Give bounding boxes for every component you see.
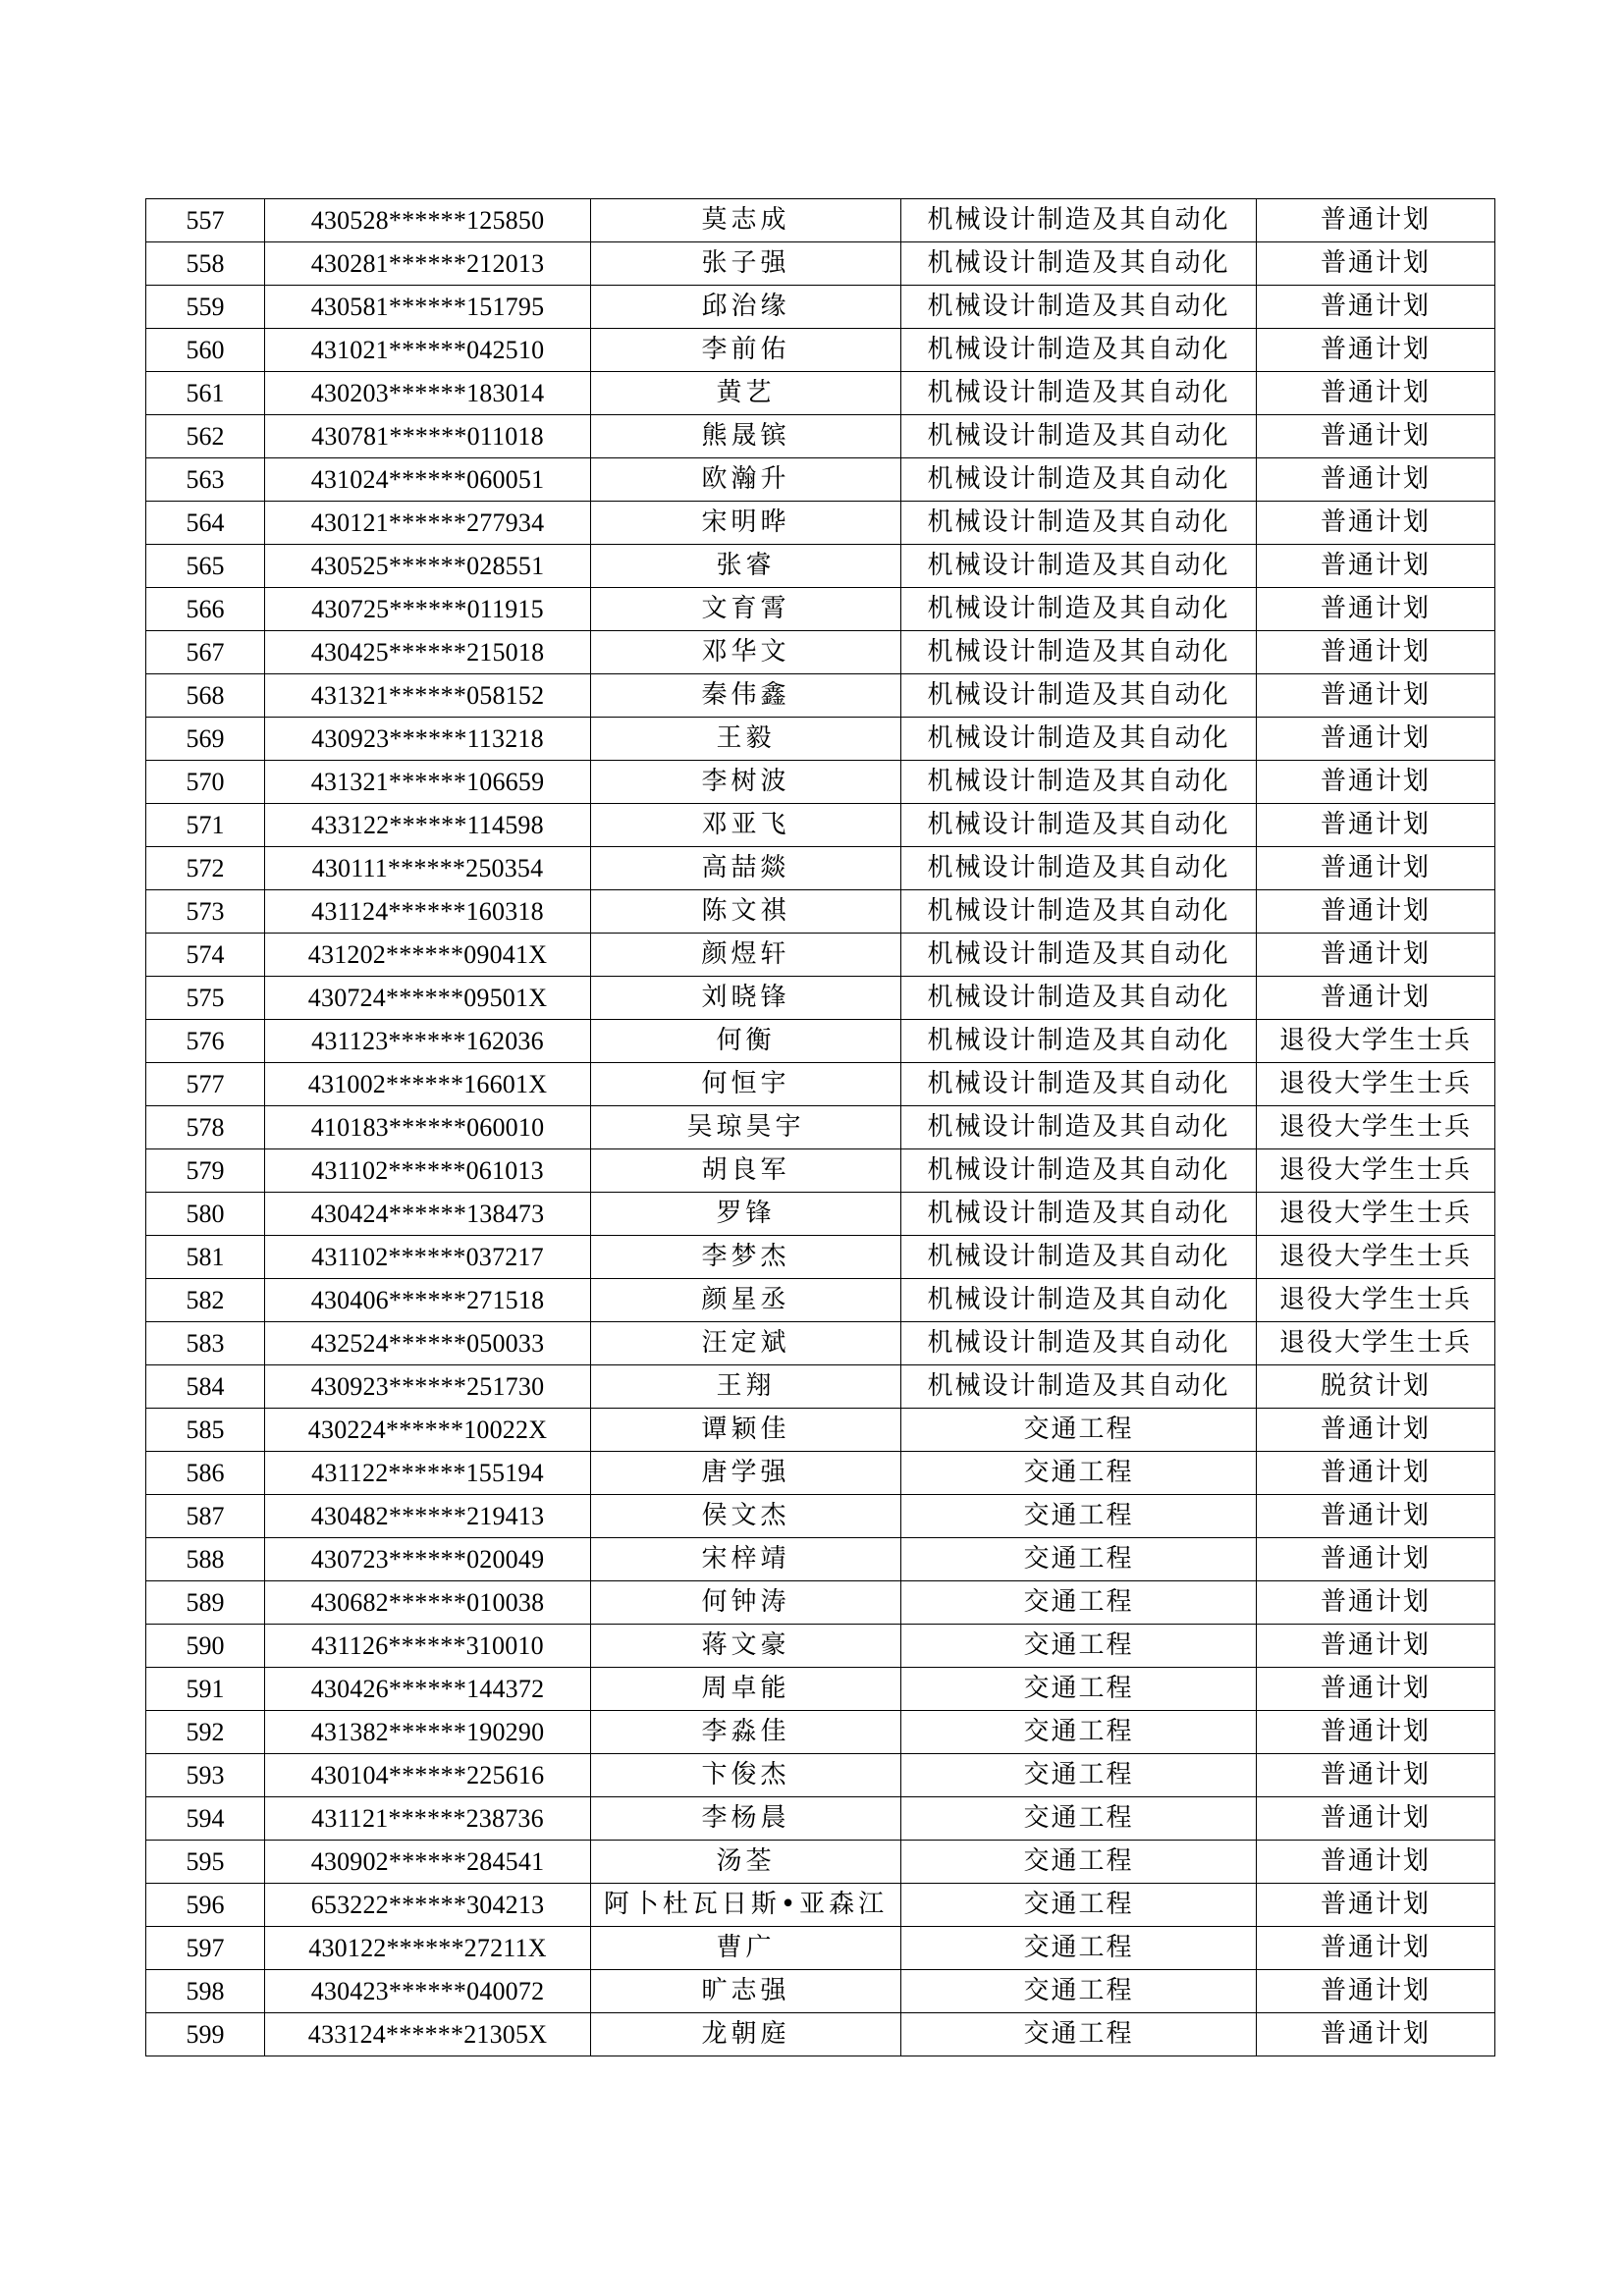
table-row <box>146 1020 1495 1063</box>
id-number-cell: 431382******190290 <box>265 1711 591 1754</box>
seq-number-cell: 599 <box>146 2013 265 2056</box>
major-cell: 机械设计制造及其自动化 <box>901 199 1257 242</box>
student-name-cell: 吴琼昊宇 <box>591 1106 901 1149</box>
id-number-cell: 430581******151795 <box>265 286 591 329</box>
major-cell: 机械设计制造及其自动化 <box>901 329 1257 372</box>
major-cell: 机械设计制造及其自动化 <box>901 1063 1257 1106</box>
table-row <box>146 286 1495 329</box>
seq-number-cell: 583 <box>146 1322 265 1365</box>
major-cell: 机械设计制造及其自动化 <box>901 890 1257 934</box>
table-row <box>146 847 1495 890</box>
table-row <box>146 1193 1495 1236</box>
table-row <box>146 588 1495 631</box>
seq-number-cell: 596 <box>146 1884 265 1927</box>
admission-plan-cell: 退役大学生士兵 <box>1257 1322 1495 1365</box>
id-number-cell: 432524******050033 <box>265 1322 591 1365</box>
id-number-cell: 431002******16601X <box>265 1063 591 1106</box>
student-name-cell: 秦伟鑫 <box>591 674 901 718</box>
student-name-cell: 熊晟镔 <box>591 415 901 458</box>
admission-plan-cell: 退役大学生士兵 <box>1257 1020 1495 1063</box>
id-number-cell: 430725******011915 <box>265 588 591 631</box>
id-number-cell: 431202******09041X <box>265 934 591 977</box>
table-row <box>146 1495 1495 1538</box>
admission-plan-cell: 普通计划 <box>1257 1625 1495 1668</box>
id-number-cell: 430923******113218 <box>265 718 591 761</box>
seq-number-cell: 561 <box>146 372 265 415</box>
table-row <box>146 890 1495 934</box>
seq-number-cell: 594 <box>146 1797 265 1841</box>
table-row <box>146 1668 1495 1711</box>
student-name-cell: 文育霄 <box>591 588 901 631</box>
admission-plan-cell: 退役大学生士兵 <box>1257 1193 1495 1236</box>
student-name-cell: 陈文祺 <box>591 890 901 934</box>
student-name-cell: 罗锋 <box>591 1193 901 1236</box>
id-number-cell: 430104******225616 <box>265 1754 591 1797</box>
seq-number-cell: 586 <box>146 1452 265 1495</box>
table-row <box>146 458 1495 502</box>
seq-number-cell: 588 <box>146 1538 265 1581</box>
table-row <box>146 1236 1495 1279</box>
id-number-cell: 431124******160318 <box>265 890 591 934</box>
major-cell: 交通工程 <box>901 1538 1257 1581</box>
id-number-cell: 431121******238736 <box>265 1797 591 1841</box>
major-cell: 机械设计制造及其自动化 <box>901 977 1257 1020</box>
admission-plan-cell: 退役大学生士兵 <box>1257 1149 1495 1193</box>
table-row <box>146 502 1495 545</box>
student-name-cell: 何钟涛 <box>591 1581 901 1625</box>
table-row <box>146 372 1495 415</box>
table-row <box>146 242 1495 286</box>
seq-number-cell: 575 <box>146 977 265 1020</box>
admission-plan-cell: 普通计划 <box>1257 631 1495 674</box>
major-cell: 交通工程 <box>901 1452 1257 1495</box>
seq-number-cell: 576 <box>146 1020 265 1063</box>
major-cell: 机械设计制造及其自动化 <box>901 502 1257 545</box>
seq-number-cell: 566 <box>146 588 265 631</box>
id-number-cell: 431321******106659 <box>265 761 591 804</box>
admission-plan-cell: 普通计划 <box>1257 977 1495 1020</box>
table-row <box>146 934 1495 977</box>
table-row <box>146 1927 1495 1970</box>
id-number-cell: 431123******162036 <box>265 1020 591 1063</box>
id-number-cell: 431122******155194 <box>265 1452 591 1495</box>
table-row <box>146 1625 1495 1668</box>
major-cell: 交通工程 <box>901 1884 1257 1927</box>
table-row <box>146 1279 1495 1322</box>
seq-number-cell: 593 <box>146 1754 265 1797</box>
roster-body <box>146 199 1495 2056</box>
table-row <box>146 199 1495 242</box>
admission-plan-cell: 普通计划 <box>1257 242 1495 286</box>
id-number-cell: 430224******10022X <box>265 1409 591 1452</box>
student-name-cell: 邓亚飞 <box>591 804 901 847</box>
admission-plan-cell: 普通计划 <box>1257 502 1495 545</box>
major-cell: 交通工程 <box>901 1581 1257 1625</box>
admission-plan-cell: 普通计划 <box>1257 1668 1495 1711</box>
table-row <box>146 1106 1495 1149</box>
major-cell: 机械设计制造及其自动化 <box>901 761 1257 804</box>
admission-roster-table <box>145 198 1495 2056</box>
admission-plan-cell: 普通计划 <box>1257 1409 1495 1452</box>
admission-plan-cell: 普通计划 <box>1257 1452 1495 1495</box>
major-cell: 机械设计制造及其自动化 <box>901 718 1257 761</box>
table-row <box>146 1063 1495 1106</box>
student-name-cell: 邱治缘 <box>591 286 901 329</box>
seq-number-cell: 582 <box>146 1279 265 1322</box>
table-row <box>146 1970 1495 2013</box>
table-row <box>146 1322 1495 1365</box>
table-row <box>146 1409 1495 1452</box>
admission-plan-cell: 普通计划 <box>1257 718 1495 761</box>
student-name-cell: 曹广 <box>591 1927 901 1970</box>
seq-number-cell: 568 <box>146 674 265 718</box>
admission-plan-cell: 普通计划 <box>1257 1927 1495 1970</box>
seq-number-cell: 572 <box>146 847 265 890</box>
major-cell: 交通工程 <box>901 1797 1257 1841</box>
admission-plan-cell: 普通计划 <box>1257 1581 1495 1625</box>
major-cell: 机械设计制造及其自动化 <box>901 415 1257 458</box>
admission-plan-cell: 普通计划 <box>1257 1495 1495 1538</box>
seq-number-cell: 571 <box>146 804 265 847</box>
admission-plan-cell: 普通计划 <box>1257 1797 1495 1841</box>
admission-plan-cell: 普通计划 <box>1257 458 1495 502</box>
major-cell: 机械设计制造及其自动化 <box>901 588 1257 631</box>
major-cell: 机械设计制造及其自动化 <box>901 631 1257 674</box>
student-name-cell: 宋梓靖 <box>591 1538 901 1581</box>
student-name-cell: 阿卜杜瓦日斯•亚森江 <box>591 1884 901 1927</box>
id-number-cell: 430425******215018 <box>265 631 591 674</box>
major-cell: 机械设计制造及其自动化 <box>901 804 1257 847</box>
admission-plan-cell: 普通计划 <box>1257 1841 1495 1884</box>
table-row <box>146 804 1495 847</box>
table-row <box>146 329 1495 372</box>
major-cell: 机械设计制造及其自动化 <box>901 847 1257 890</box>
seq-number-cell: 590 <box>146 1625 265 1668</box>
major-cell: 交通工程 <box>901 1711 1257 1754</box>
id-number-cell: 431102******061013 <box>265 1149 591 1193</box>
student-name-cell: 李淼佳 <box>591 1711 901 1754</box>
admission-plan-cell: 普通计划 <box>1257 1754 1495 1797</box>
table-row <box>146 1149 1495 1193</box>
seq-number-cell: 565 <box>146 545 265 588</box>
student-name-cell: 李梦杰 <box>591 1236 901 1279</box>
seq-number-cell: 591 <box>146 1668 265 1711</box>
seq-number-cell: 592 <box>146 1711 265 1754</box>
table-row <box>146 761 1495 804</box>
id-number-cell: 430902******284541 <box>265 1841 591 1884</box>
major-cell: 交通工程 <box>901 2013 1257 2056</box>
student-name-cell: 卞俊杰 <box>591 1754 901 1797</box>
seq-number-cell: 563 <box>146 458 265 502</box>
id-number-cell: 431021******042510 <box>265 329 591 372</box>
seq-number-cell: 577 <box>146 1063 265 1106</box>
seq-number-cell: 562 <box>146 415 265 458</box>
admission-plan-cell: 普通计划 <box>1257 761 1495 804</box>
table-row <box>146 1365 1495 1409</box>
student-name-cell: 黄艺 <box>591 372 901 415</box>
seq-number-cell: 579 <box>146 1149 265 1193</box>
major-cell: 机械设计制造及其自动化 <box>901 1106 1257 1149</box>
seq-number-cell: 580 <box>146 1193 265 1236</box>
seq-number-cell: 558 <box>146 242 265 286</box>
student-name-cell: 何衡 <box>591 1020 901 1063</box>
major-cell: 机械设计制造及其自动化 <box>901 1149 1257 1193</box>
id-number-cell: 653222******304213 <box>265 1884 591 1927</box>
seq-number-cell: 598 <box>146 1970 265 2013</box>
major-cell: 机械设计制造及其自动化 <box>901 674 1257 718</box>
major-cell: 交通工程 <box>901 1495 1257 1538</box>
major-cell: 机械设计制造及其自动化 <box>901 1193 1257 1236</box>
seq-number-cell: 574 <box>146 934 265 977</box>
student-name-cell: 张睿 <box>591 545 901 588</box>
student-name-cell: 李树波 <box>591 761 901 804</box>
seq-number-cell: 587 <box>146 1495 265 1538</box>
student-name-cell: 王翔 <box>591 1365 901 1409</box>
major-cell: 机械设计制造及其自动化 <box>901 1236 1257 1279</box>
id-number-cell: 431321******058152 <box>265 674 591 718</box>
seq-number-cell: 573 <box>146 890 265 934</box>
id-number-cell: 430682******010038 <box>265 1581 591 1625</box>
id-number-cell: 430923******251730 <box>265 1365 591 1409</box>
seq-number-cell: 578 <box>146 1106 265 1149</box>
id-number-cell: 430482******219413 <box>265 1495 591 1538</box>
major-cell: 机械设计制造及其自动化 <box>901 934 1257 977</box>
major-cell: 交通工程 <box>901 1927 1257 1970</box>
student-name-cell: 颜星丞 <box>591 1279 901 1322</box>
id-number-cell: 430121******277934 <box>265 502 591 545</box>
id-number-cell: 430406******271518 <box>265 1279 591 1322</box>
id-number-cell: 431126******310010 <box>265 1625 591 1668</box>
id-number-cell: 430423******040072 <box>265 1970 591 2013</box>
major-cell: 交通工程 <box>901 1970 1257 2013</box>
seq-number-cell: 589 <box>146 1581 265 1625</box>
student-name-cell: 莫志成 <box>591 199 901 242</box>
id-number-cell: 430724******09501X <box>265 977 591 1020</box>
admission-plan-cell: 普通计划 <box>1257 804 1495 847</box>
admission-plan-cell: 普通计划 <box>1257 415 1495 458</box>
major-cell: 交通工程 <box>901 1754 1257 1797</box>
seq-number-cell: 564 <box>146 502 265 545</box>
student-name-cell: 汪定斌 <box>591 1322 901 1365</box>
id-number-cell: 430111******250354 <box>265 847 591 890</box>
id-number-cell: 430781******011018 <box>265 415 591 458</box>
table-row <box>146 1797 1495 1841</box>
table-row <box>146 1711 1495 1754</box>
admission-plan-cell: 退役大学生士兵 <box>1257 1063 1495 1106</box>
student-name-cell: 邓华文 <box>591 631 901 674</box>
admission-plan-cell: 退役大学生士兵 <box>1257 1279 1495 1322</box>
seq-number-cell: 597 <box>146 1927 265 1970</box>
admission-plan-cell: 普通计划 <box>1257 1711 1495 1754</box>
student-name-cell: 刘晓锋 <box>591 977 901 1020</box>
admission-plan-cell: 普通计划 <box>1257 1884 1495 1927</box>
table-row <box>146 1754 1495 1797</box>
major-cell: 机械设计制造及其自动化 <box>901 242 1257 286</box>
table-row <box>146 2013 1495 2056</box>
seq-number-cell: 560 <box>146 329 265 372</box>
student-name-cell: 龙朝庭 <box>591 2013 901 2056</box>
seq-number-cell: 569 <box>146 718 265 761</box>
major-cell: 交通工程 <box>901 1625 1257 1668</box>
id-number-cell: 410183******060010 <box>265 1106 591 1149</box>
seq-number-cell: 557 <box>146 199 265 242</box>
seq-number-cell: 584 <box>146 1365 265 1409</box>
admission-plan-cell: 普通计划 <box>1257 934 1495 977</box>
table-row <box>146 674 1495 718</box>
admission-plan-cell: 普通计划 <box>1257 545 1495 588</box>
admission-plan-cell: 普通计划 <box>1257 2013 1495 2056</box>
major-cell: 机械设计制造及其自动化 <box>901 545 1257 588</box>
seq-number-cell: 581 <box>146 1236 265 1279</box>
admission-plan-cell: 普通计划 <box>1257 1538 1495 1581</box>
admission-plan-cell: 退役大学生士兵 <box>1257 1236 1495 1279</box>
student-name-cell: 高喆燚 <box>591 847 901 890</box>
id-number-cell: 430525******028551 <box>265 545 591 588</box>
id-number-cell: 431024******060051 <box>265 458 591 502</box>
major-cell: 机械设计制造及其自动化 <box>901 286 1257 329</box>
admission-plan-cell: 普通计划 <box>1257 329 1495 372</box>
id-number-cell: 430426******144372 <box>265 1668 591 1711</box>
table-row <box>146 1884 1495 1927</box>
table-row <box>146 1841 1495 1884</box>
table-row <box>146 977 1495 1020</box>
student-name-cell: 汤荃 <box>591 1841 901 1884</box>
id-number-cell: 430424******138473 <box>265 1193 591 1236</box>
student-name-cell: 侯文杰 <box>591 1495 901 1538</box>
major-cell: 机械设计制造及其自动化 <box>901 372 1257 415</box>
id-number-cell: 433124******21305X <box>265 2013 591 2056</box>
admission-plan-cell: 普通计划 <box>1257 199 1495 242</box>
admission-plan-cell: 退役大学生士兵 <box>1257 1106 1495 1149</box>
seq-number-cell: 559 <box>146 286 265 329</box>
student-name-cell: 蒋文豪 <box>591 1625 901 1668</box>
admission-plan-cell: 普通计划 <box>1257 847 1495 890</box>
table-row <box>146 718 1495 761</box>
major-cell: 机械设计制造及其自动化 <box>901 1365 1257 1409</box>
id-number-cell: 433122******114598 <box>265 804 591 847</box>
id-number-cell: 430203******183014 <box>265 372 591 415</box>
admission-plan-cell: 普通计划 <box>1257 890 1495 934</box>
student-name-cell: 唐学强 <box>591 1452 901 1495</box>
major-cell: 机械设计制造及其自动化 <box>901 1279 1257 1322</box>
table-row <box>146 415 1495 458</box>
student-name-cell: 张子强 <box>591 242 901 286</box>
major-cell: 机械设计制造及其自动化 <box>901 458 1257 502</box>
admission-plan-cell: 脱贫计划 <box>1257 1365 1495 1409</box>
student-name-cell: 谭颖佳 <box>591 1409 901 1452</box>
student-name-cell: 胡良军 <box>591 1149 901 1193</box>
admission-plan-cell: 普通计划 <box>1257 1970 1495 2013</box>
seq-number-cell: 567 <box>146 631 265 674</box>
admission-plan-cell: 普通计划 <box>1257 372 1495 415</box>
admission-plan-cell: 普通计划 <box>1257 286 1495 329</box>
id-number-cell: 431102******037217 <box>265 1236 591 1279</box>
table-row <box>146 545 1495 588</box>
table-row <box>146 1581 1495 1625</box>
table-row <box>146 1452 1495 1495</box>
student-name-cell: 颜煜轩 <box>591 934 901 977</box>
id-number-cell: 430281******212013 <box>265 242 591 286</box>
student-name-cell: 李前佑 <box>591 329 901 372</box>
student-name-cell: 李杨晨 <box>591 1797 901 1841</box>
id-number-cell: 430723******020049 <box>265 1538 591 1581</box>
major-cell: 交通工程 <box>901 1668 1257 1711</box>
id-number-cell: 430528******125850 <box>265 199 591 242</box>
seq-number-cell: 595 <box>146 1841 265 1884</box>
major-cell: 交通工程 <box>901 1409 1257 1452</box>
id-number-cell: 430122******27211X <box>265 1927 591 1970</box>
seq-number-cell: 570 <box>146 761 265 804</box>
table-row <box>146 631 1495 674</box>
major-cell: 交通工程 <box>901 1841 1257 1884</box>
major-cell: 机械设计制造及其自动化 <box>901 1020 1257 1063</box>
student-name-cell: 何恒宇 <box>591 1063 901 1106</box>
student-name-cell: 旷志强 <box>591 1970 901 2013</box>
student-name-cell: 周卓能 <box>591 1668 901 1711</box>
admission-plan-cell: 普通计划 <box>1257 674 1495 718</box>
admission-plan-cell: 普通计划 <box>1257 588 1495 631</box>
table-row <box>146 1538 1495 1581</box>
student-name-cell: 王毅 <box>591 718 901 761</box>
seq-number-cell: 585 <box>146 1409 265 1452</box>
major-cell: 机械设计制造及其自动化 <box>901 1322 1257 1365</box>
student-name-cell: 欧瀚升 <box>591 458 901 502</box>
student-name-cell: 宋明晔 <box>591 502 901 545</box>
